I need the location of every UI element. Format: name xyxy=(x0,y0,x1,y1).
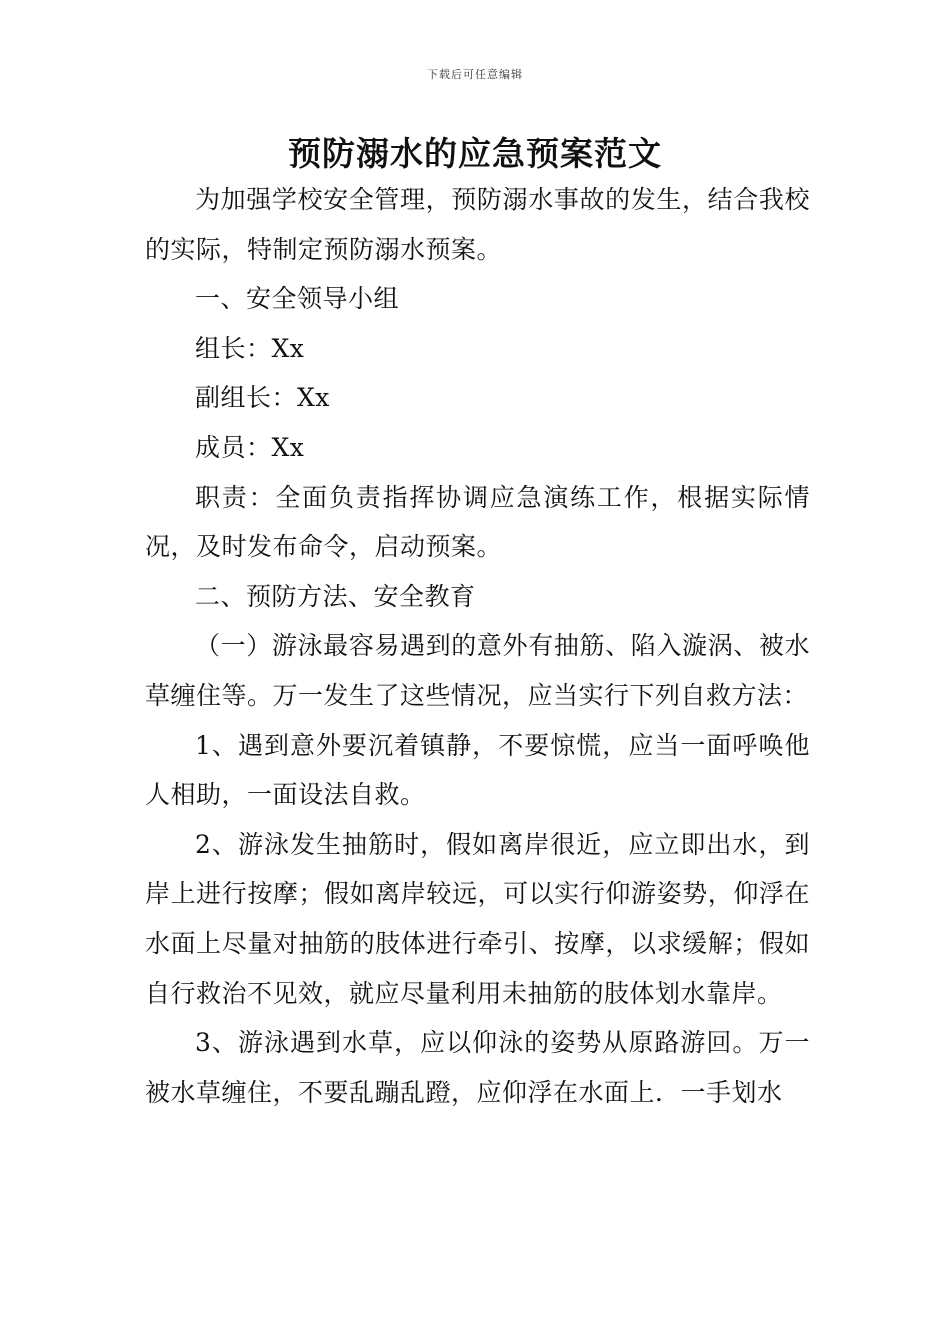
list-item-2: 2、游泳发生抽筋时，假如离岸很近，应立即出水，到岸上进行按摩；假如离岸较远，可以实行仰游姿势，仰浮在水面上尽量对抽筋的肢体进行牵引、按摩，以求缓解；假如自行救治不见效，就应尽量利用未抽筋的肢体划水靠岸。 xyxy=(145,829,810,1008)
list-item-3: 3、游泳遇到水草，应以仰泳的姿势从原路游回。万一被水草缠住，不要乱蹦乱蹬，应仰浮在水面上．一手划水 xyxy=(145,1028,810,1107)
document-title: 预防溺水的应急预案范文 xyxy=(288,134,662,173)
deputy-leader-line: 副组长：Xx xyxy=(195,383,330,413)
section-heading-leadership: 一、安全领导小组 xyxy=(195,284,400,314)
leader-line: 组长：Xx xyxy=(195,333,305,363)
members-line: 成员：Xx xyxy=(195,432,305,462)
paragraph-accidents: （一）游泳最容易遇到的意外有抽筋、陷入漩涡、被水草缠住等。万一发生了这些情况，应当实行下列自救方法： xyxy=(145,631,810,710)
paragraph-intro: 为加强学校安全管理，预防溺水事故的发生，结合我校的实际，特制定预防溺水预案。 xyxy=(145,185,810,264)
document-body xyxy=(145,175,810,1117)
list-item-1: 1、遇到意外要沉着镇静，不要惊慌，应当一面呼唤他人相助，一面设法自救。 xyxy=(145,730,810,810)
section-heading-prevention: 二、预防方法、安全教育 xyxy=(195,581,476,611)
duties-paragraph: 职责：全面负责指挥协调应急演练工作，根据实际情况，及时发布命令，启动预案。 xyxy=(145,482,810,562)
header-note: 下载后可任意编辑 xyxy=(427,68,523,81)
